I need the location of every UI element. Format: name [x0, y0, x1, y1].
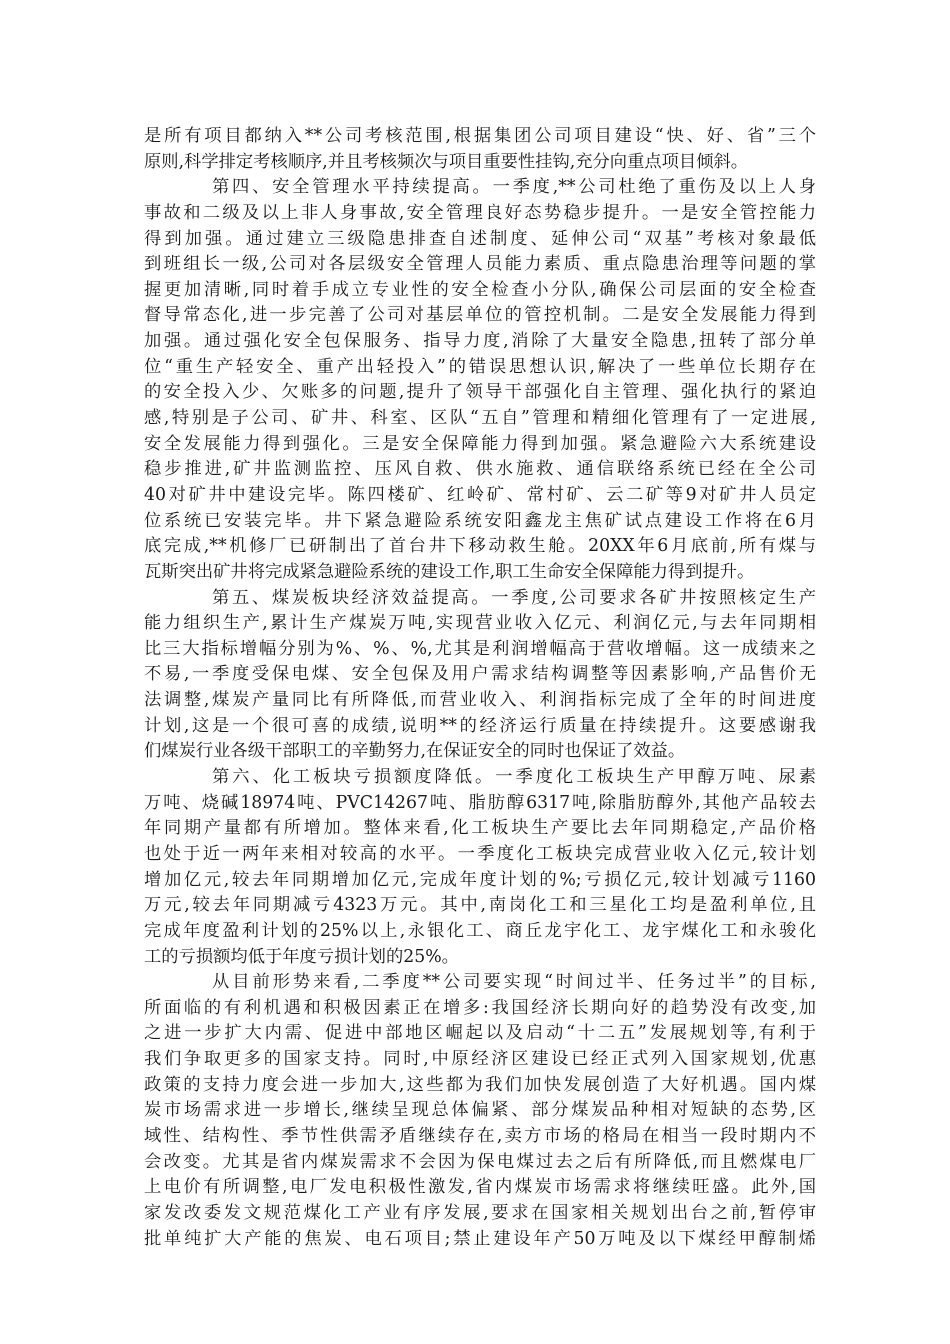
text-line: 会改变。尤其是省内煤炭需求不会因为保电煤过去之后有所降低,而且燃煤电厂 — [144, 1151, 816, 1172]
text-line: 批单纯扩大产能的焦炭、电石项目;禁止建设年产50万吨及以下煤经甲醇制烯 — [144, 1228, 816, 1249]
paragraph-first-line: 第五、煤炭板块经济效益提高。一季度,公司要求各矿井按照核定生产 — [212, 587, 816, 608]
text-line: 万吨、烧碱18974吨、PVC14267吨、脂肪醇6317吨,除脂肪醇外,其他产品较去 — [144, 792, 816, 813]
text-line: 年同期产量都有所增加。整体来看,化工板块生产要比去年同期稳定,产品价格 — [144, 818, 816, 839]
text-line: 位系统已安装完毕。井下紧急避险系统安阳鑫龙主焦矿试点建设工作将在6月 — [144, 510, 816, 531]
text-line: 到班组长一级,公司对各层级安全管理人员能力素质、重点隐患治理等问题的掌 — [144, 254, 816, 275]
text-line: 完成年度盈利计划的25%以上,永银化工、商丘龙宇化工、龙宇煤化工和永骏化 — [144, 920, 816, 941]
text-line: 炭市场需求进一步增长,继续呈现总体偏紧、部分煤炭品种相对短缺的态势,区 — [144, 1100, 816, 1121]
text-line: 们煤炭行业各级干部职工的辛勤努力,在保证安全的同时也保证了效益。 — [144, 741, 686, 762]
paragraph-first-line: 第四、安全管理水平持续提高。一季度,**公司杜绝了重伤及以上人身 — [212, 177, 816, 198]
text-line: 计划,这是一个很可喜的成绩,说明**的经济运行质量在持续提升。这要感谢我 — [144, 715, 816, 736]
text-line: 万元,较去年同期减亏4323万元。其中,南岗化工和三星化工均是盈利单位,且 — [144, 895, 816, 916]
text-line: 握更加清晰,同时着手成立专业性的安全检查小分队,确保公司层面的安全检查 — [144, 279, 816, 300]
text-line: 工的亏损额均低于年度亏损计划的25%。 — [144, 946, 459, 967]
document-body — [144, 124, 816, 1252]
text-line: 之进一步扩大内需、促进中部地区崛起以及启动“十二五”发展规划等,有利于 — [144, 1023, 816, 1044]
text-line: 位“重生产轻安全、重产出轻投入”的错误思想认识,解决了一些单位长期存在 — [144, 356, 816, 377]
text-line: 比三大指标增幅分别为%、%、%,尤其是利润增幅高于营收增幅。这一成绩来之 — [144, 638, 816, 659]
text-line: 上电价有所调整,电厂发电积极性激发,省内煤炭市场需求将继续旺盛。此外,国 — [144, 1177, 816, 1198]
text-line: 政策的支持力度会进一步加大,这些都为我们加快发展创造了大好机遇。国内煤 — [144, 1074, 816, 1095]
paragraph-first-line: 从目前形势来看,二季度**公司要实现“时间过半、任务过半”的目标, — [212, 972, 816, 993]
text-line: 得到加强。通过建立三级隐患排查自述制度、延伸公司“双基”考核对象最低 — [144, 228, 816, 249]
text-line: 域性、结构性、季节性供需矛盾继续存在,卖方市场的格局在相当一段时期内不 — [144, 1125, 816, 1146]
text-line: 能力组织生产,累计生产煤炭万吨,实现营业收入亿元、利润亿元,与去年同期相 — [144, 613, 816, 634]
text-line: 稳步推进,矿井监测监控、压风自救、供水施救、通信联络系统已经在全公司 — [144, 459, 816, 480]
text-line: 是所有项目都纳入**公司考核范围,根据集团公司项目建设“快、好、省”三个 — [144, 126, 816, 146]
text-line: 40对矿井中建设完毕。陈四楼矿、红岭矿、常村矿、云二矿等9对矿井人员定 — [144, 484, 816, 505]
text-line: 家发改委发文规范煤化工产业有序发展,要求在国家相关规划出台之前,暂停审 — [144, 1202, 816, 1223]
text-line: 原则,科学排定考核顺序,并且考核频次与项目重要性挂钩,充分向重点项目倾斜。 — [144, 151, 749, 172]
text-line: 底完成,**机修厂已研制出了首台井下移动救生舱。20XX年6月底前,所有煤与 — [144, 536, 816, 557]
text-line: 事故和二级及以上非人身事故,安全管理良好态势稳步提升。一是安全管控能力 — [144, 202, 816, 223]
text-line: 所面临的有利机遇和积极因素正在增多:我国经济长期向好的趋势没有改变,加 — [144, 997, 816, 1018]
text-line: 感,特别是子公司、矿井、科室、区队“五自”管理和精细化管理有了一定进展, — [144, 408, 816, 429]
text-line: 也处于近一两年来相对较高的水平。一季度化工板块完成营业收入亿元,较计划 — [144, 843, 816, 864]
text-line: 的安全投入少、欠账多的问题,提升了领导干部强化自主管理、强化执行的紧迫 — [144, 382, 816, 403]
text-line: 我们争取更多的国家支持。同时,中原经济区建设已经正式列入国家规划,优惠 — [144, 1049, 816, 1070]
paragraph-first-line: 第六、化工板块亏损额度降低。一季度化工板块生产甲醇万吨、尿素 — [212, 767, 816, 788]
text-line: 法调整,煤炭产量同比有所降低,而营业收入、利润指标完成了全年的时间进度 — [144, 690, 816, 711]
text-line: 瓦斯突出矿井将完成紧急避险系统的建设工作,职工生命安全保障能力得到提升。 — [144, 561, 755, 582]
text-line: 加强。通过强化安全包保服务、指导力度,消除了大量安全隐患,扭转了部分单 — [144, 331, 816, 352]
text-line: 增加亿元,较去年同期增加亿元,完成年度计划的%;亏损亿元,较计划减亏1160 — [144, 869, 816, 890]
text-line: 不易,一季度受保电煤、安全包保及用户需求结构调整等因素影响,产品售价无 — [144, 664, 816, 685]
text-line: 安全发展能力得到强化。三是安全保障能力得到加强。紧急避险六大系统建设 — [144, 433, 816, 454]
text-line: 督导常态化,进一步完善了公司对基层单位的管控机制。二是安全发展能力得到 — [144, 305, 816, 326]
